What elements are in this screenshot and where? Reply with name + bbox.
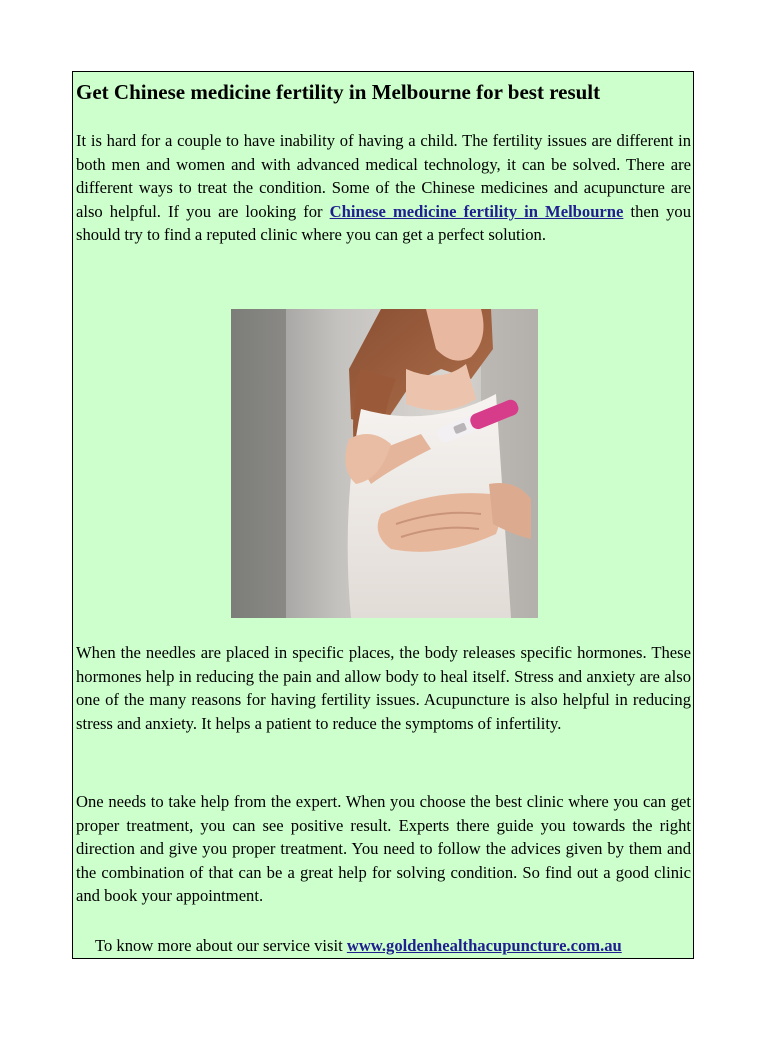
hormones-paragraph: When the needles are placed in specific places, the body releases specific hormones. These hormones help in reducing the pain and allow body to heal itself. Stress and anxiety are also one of the many reasons for having fertility issues. Acupuncture is also helpful in reducing stress and anxiety. It helps a patient to reduce the symptoms of infertility. — [76, 643, 691, 733]
intro-text-after: then you should try to find a reputed clinic where you can get a perfect solution. — [76, 201, 691, 245]
intro-text-before: It is hard for a couple to have inability of having a child. The fertility issues are different in both men and women and with advanced medical technology, it can be solved. There are different ways to treat the condition. Some of the Chinese medicines and acupuncture are also helpful. If you are looking for — [76, 131, 691, 221]
document-title: Get Chinese medicine fertility in Melbourne for best result — [76, 80, 601, 104]
footer-text: To know more about our service visit — [95, 936, 347, 955]
chinese-medicine-fertility-link[interactable]: Chinese medicine fertility in Melbourne — [329, 201, 624, 221]
fertility-photo — [231, 309, 538, 618]
website-link[interactable]: www.goldenhealthacupuncture.com.au — [346, 936, 622, 955]
intro-paragraph — [76, 129, 691, 247]
footer-line — [95, 936, 685, 956]
content-box — [72, 71, 694, 959]
expert-paragraph: One needs to take help from the expert. When you choose the best clinic where you can get proper treatment, you can see positive result. Experts there guide you towards the right direction and give you proper treatment. You need to follow the advices given by them and the combination of that can be a great help for solving condition. So find out a good clinic and book your appointment. — [76, 792, 691, 906]
